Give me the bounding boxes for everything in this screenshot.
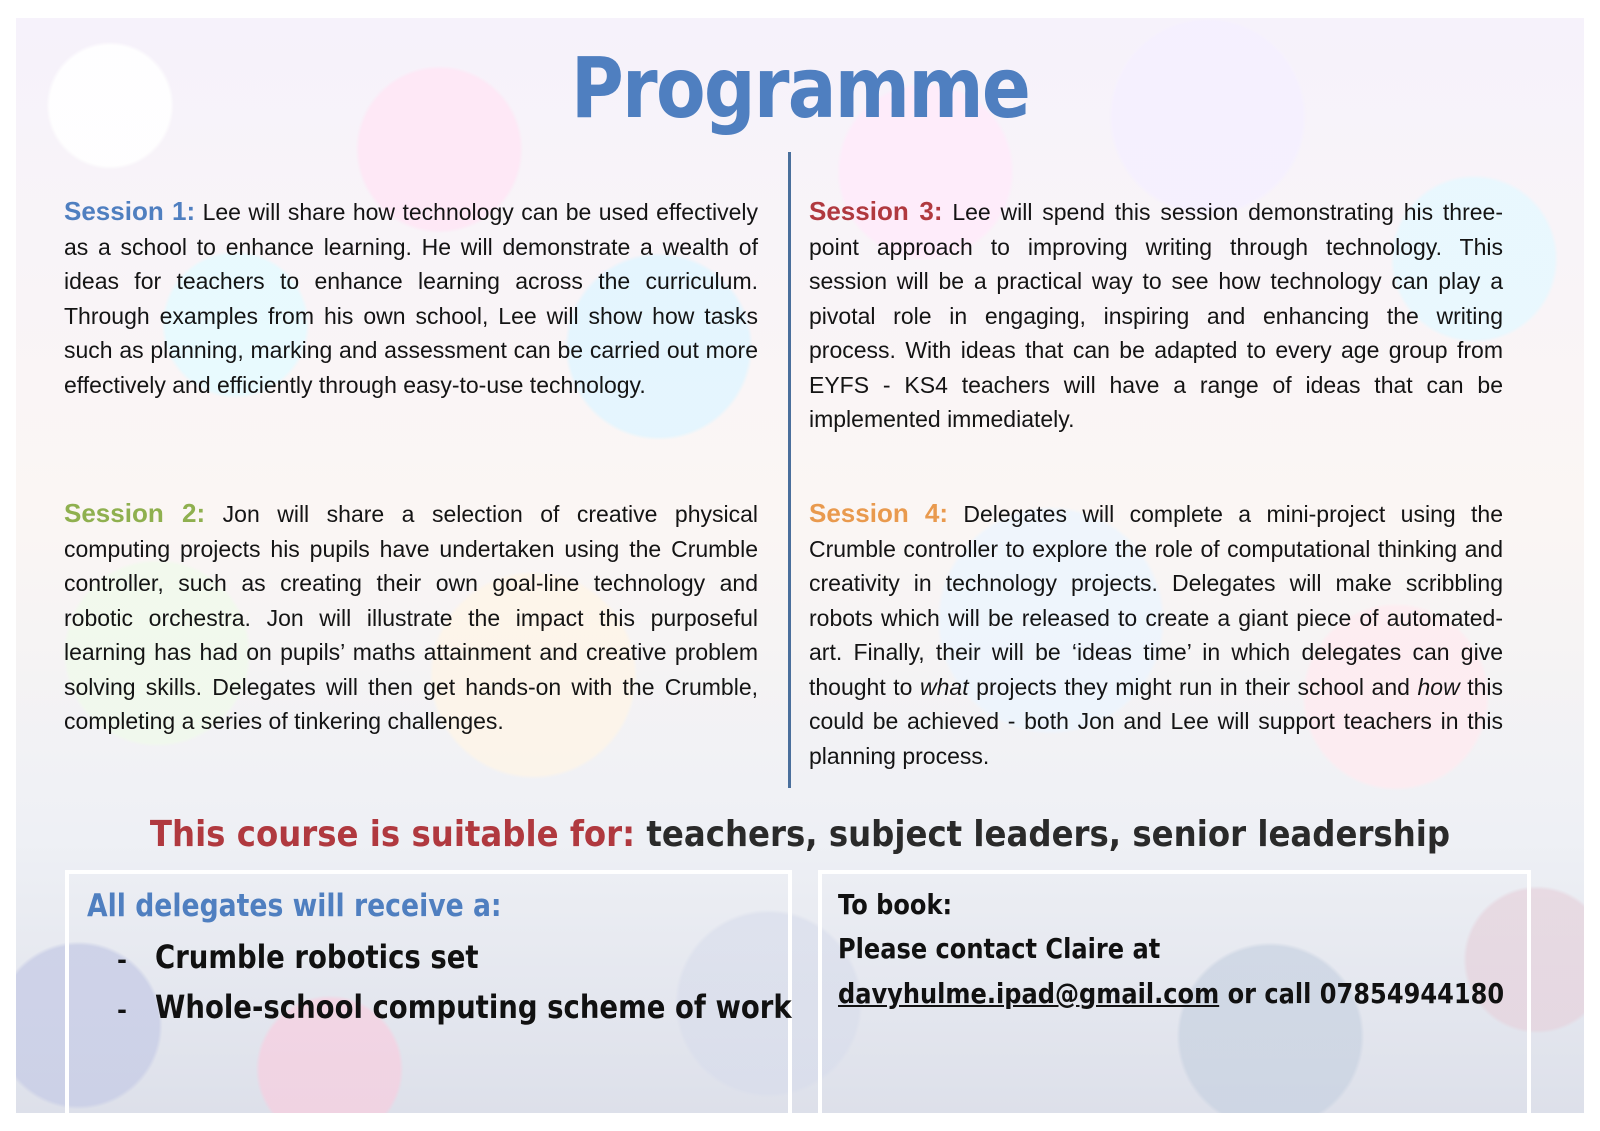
audience-line xyxy=(94,814,1505,855)
booking-details xyxy=(838,977,1504,1010)
session-4-block xyxy=(809,496,1503,773)
session-4-text-a: Delegates will complete a mini-project using the Crumble controller to explore the role of computational thinking and creativity in technology projects. Delegates will make scribbling robots which will be released to create a giant piece of automated-art. Finally, their will be ‘ideas time’ in which delegates can give thought to xyxy=(809,501,1503,700)
session-1-label: Session 1: xyxy=(64,196,196,226)
column-divider xyxy=(788,152,791,788)
receive-item-text: Crumble robotics set xyxy=(155,938,479,976)
session-3-label: Session 3: xyxy=(809,196,943,226)
session-3-text: Lee will spend this session demonstrating his three-point approach to improving writing through technology. This session will be a practical way to see how technology can play a pivotal role in engaging, inspiring and enhancing the writing process. With ideas that can be adapted to every age group from EYFS - KS4 teachers will have a range of ideas that can be implemented immediately. xyxy=(809,199,1503,432)
session-4-label: Session 4: xyxy=(809,498,949,528)
session-4-text-b: projects they might run in their school and xyxy=(976,673,1410,700)
booking-box xyxy=(818,870,1531,1113)
session-1-text: Lee will share how technology can be used effectively as a school to enhance learning. He will demonstrate a wealth of ideas for teachers to enhance learning across the curriculum. Through examples from his own school, Lee will show how tasks such as planning, marking and assessment can be carried out more effectively and efficiently through easy-to-use technology. xyxy=(64,199,758,398)
receive-title: All delegates will receive a: xyxy=(87,888,502,924)
receive-item xyxy=(117,938,531,976)
booking-contact: Please contact Claire at xyxy=(838,932,1161,965)
audience-lead: This course is suitable for: xyxy=(149,814,636,855)
programme-flyer xyxy=(16,18,1584,1113)
session-4-emphasis-how: how xyxy=(1417,673,1460,700)
session-4-emphasis-what: what xyxy=(920,673,969,700)
session-1-block xyxy=(64,194,758,402)
email-link[interactable]: davyhulme.ipad@gmail.com xyxy=(838,977,1220,1010)
phone-text: or call 07854944180 xyxy=(1219,977,1505,1010)
receive-item xyxy=(117,988,895,1026)
session-3-block xyxy=(809,194,1503,437)
receive-item-text: Whole-school computing scheme of work xyxy=(155,988,792,1026)
receive-box xyxy=(65,870,792,1113)
session-2-text: Jon will share a selection of creative physical computing projects his pupils have undertaken using the Crumble controller, such as creating their own goal-line technology and robotic orchestra. Jon will illustrate the impact this purposeful learning has had on pupils’ maths attainment and creative problem solving skills. Delegates will then get hands-on with the Crumble, completing a series of tinkering challenges. xyxy=(64,501,759,734)
page-title: Programme xyxy=(570,39,1030,137)
bullet-dash: - xyxy=(117,946,127,974)
session-2-label: Session 2: xyxy=(64,498,206,528)
audience-value: teachers, subject leaders, senior leadership xyxy=(646,814,1451,855)
booking-heading: To book: xyxy=(838,888,953,921)
session-4-text-c: this could be achieved - both Jon and Lee will support teachers in this planning process. xyxy=(809,673,1504,769)
bullet-dash: - xyxy=(117,996,127,1024)
session-2-block xyxy=(64,496,758,739)
